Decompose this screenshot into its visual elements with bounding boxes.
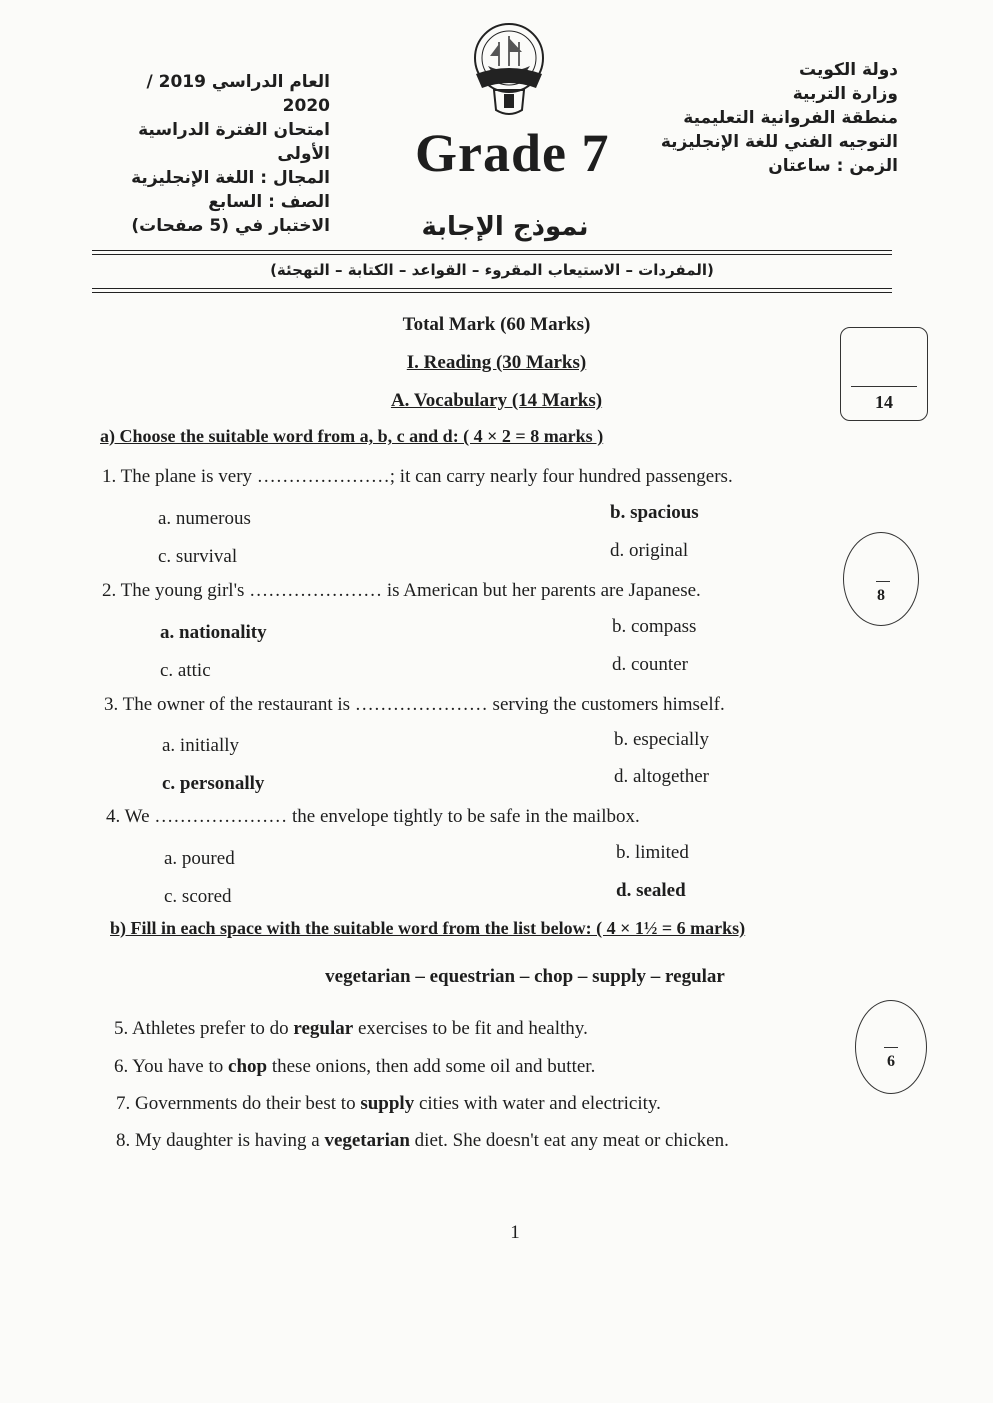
question-2: [102, 580, 701, 602]
question-stem-end: ; it can carry nearly four hundred passengers.: [389, 466, 733, 487]
header-right-line: التوجيه الفني للغة الإنجليزية: [660, 132, 898, 152]
divider-top: [92, 250, 892, 251]
question-stem: 4. We: [106, 806, 150, 827]
answer-blank: …………………: [354, 694, 488, 715]
question-stem: 3. The owner of the restaurant is: [104, 694, 351, 715]
section-a-score-circle: [843, 532, 919, 626]
option: a. poured: [164, 848, 235, 869]
correct-option: b. spacious: [610, 502, 699, 523]
sentence-7: [116, 1093, 661, 1115]
section-b-instruction: b) Fill in each space with the suitable word from the list below: ( 4 × 1½ = 6 marks): [110, 918, 746, 938]
sentence-end: cities with water and electricity.: [418, 1093, 661, 1114]
option: b. limited: [616, 842, 689, 863]
header-left-line: العام الدراسي 2019 / 2020: [146, 72, 330, 116]
header-left-line: الصف : السابع: [208, 192, 330, 212]
sentence-end: these onions, then add some oil and butter.: [271, 1056, 596, 1077]
section-b-score: 6: [887, 1053, 895, 1070]
kuwait-emblem-icon: [466, 22, 552, 118]
correct-option: a. nationality: [160, 622, 267, 643]
option: c. attic: [160, 660, 211, 681]
section-a-score: 8: [877, 587, 885, 604]
sentence-5: [114, 1018, 588, 1040]
option: b. compass: [612, 616, 697, 637]
correct-option: c. personally: [162, 773, 265, 794]
score-line: [884, 1047, 898, 1048]
header-left-line: امتحان الفترة الدراسية الأولى: [138, 120, 330, 164]
grade-title: Grade 7: [415, 123, 610, 183]
option: d. counter: [612, 654, 688, 675]
divider-top-2: [92, 254, 892, 255]
question-stem-end: the envelope tightly to be safe in the mailbox.: [292, 806, 640, 827]
question-stem-end: serving the customers himself.: [492, 694, 725, 715]
answer-blank: …………………: [256, 466, 390, 487]
header-left-line: المجال : اللغة الإنجليزية: [131, 168, 330, 188]
question-1: [102, 466, 733, 488]
total-mark: Total Mark (60 Marks): [402, 314, 591, 335]
correct-option: d. sealed: [616, 880, 686, 901]
header-right-line: وزارة التربية: [792, 84, 898, 104]
header-right-line: منطقة الفروانية التعليمية: [683, 108, 898, 128]
filled-answer: supply: [360, 1093, 415, 1114]
question-stem: 1. The plane is very: [102, 466, 253, 487]
answer-blank: …………………: [249, 580, 383, 601]
header-left-block: [100, 70, 330, 238]
header-right-line: الزمن : ساعتان: [768, 156, 898, 176]
filled-answer: regular: [293, 1018, 354, 1039]
score-line: [851, 386, 917, 387]
sentence-end: diet. She doesn't eat any meat or chicken.: [414, 1130, 729, 1151]
filled-answer: vegetarian: [324, 1130, 410, 1151]
word-list: vegetarian – equestrian – chop – supply – regular: [325, 966, 725, 987]
score-line: [876, 581, 890, 582]
option: a. numerous: [158, 508, 251, 529]
question-stem-end: is American but her parents are Japanese.: [386, 580, 701, 601]
option: c. survival: [158, 546, 238, 567]
header-right-line: دولة الكويت: [798, 60, 898, 80]
divider-bottom: [92, 288, 892, 289]
subjects-line: (المفردات – الاستيعاب المقروء – القواعد – الكتابة – التهجئة): [270, 261, 714, 279]
answer-blank: …………………: [154, 806, 288, 827]
sentence-start: 6. You have to: [114, 1056, 224, 1077]
vocabulary-score: 14: [875, 392, 893, 412]
vocabulary-title: A. Vocabulary (14 Marks): [390, 390, 603, 411]
option: c. scored: [164, 886, 232, 907]
filled-answer: chop: [228, 1056, 268, 1077]
section-b-score-circle: [855, 1000, 927, 1094]
question-stem: 2. The young girl's: [102, 580, 245, 601]
reading-title: I. Reading (30 Marks): [406, 352, 587, 373]
header-left-line: الاختبار في (5 صفحات): [131, 216, 330, 236]
vocabulary-score-box: [840, 327, 928, 421]
option: d. original: [610, 540, 689, 561]
question-3: [104, 694, 725, 716]
sentence-start: 8. My daughter is having a: [116, 1130, 320, 1151]
model-answer-title: نموذج الإجابة: [421, 212, 589, 242]
divider-bottom-2: [92, 292, 892, 293]
sentence-start: 5. Athletes prefer to do: [114, 1018, 289, 1039]
question-4: [106, 806, 640, 828]
header-right-block: [638, 58, 898, 178]
section-a-instruction: a) Choose the suitable word from a, b, c and d: ( 4 × 2 = 8 marks ): [100, 426, 604, 446]
sentence-start: 7. Governments do their best to: [116, 1093, 356, 1114]
option: b. especially: [614, 729, 709, 750]
sentence-8: [116, 1130, 729, 1152]
sentence-6: [114, 1056, 595, 1078]
option: a. initially: [162, 735, 240, 756]
option: d. altogether: [614, 766, 709, 787]
page-number: 1: [510, 1222, 520, 1243]
sentence-end: exercises to be fit and healthy.: [357, 1018, 588, 1039]
